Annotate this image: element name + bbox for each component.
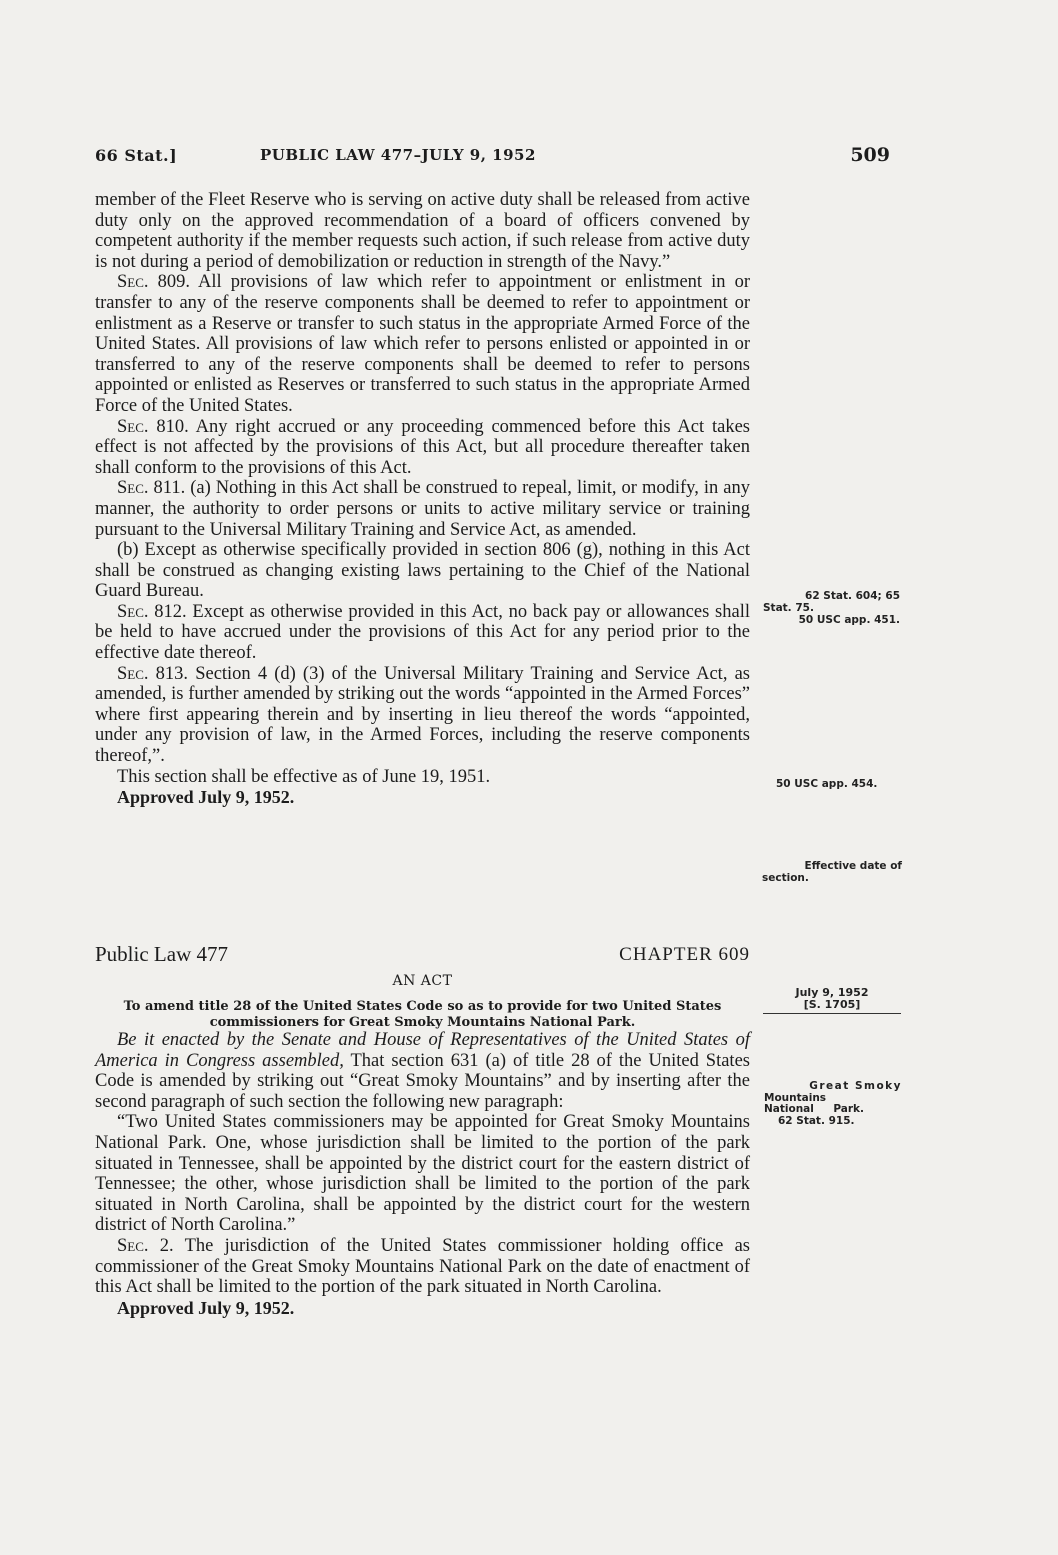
body-text-part2 [95,1030,750,1318]
margin-line: section. [762,872,809,884]
margin-line: 62 Stat. 915. [778,1114,855,1127]
section-label: Sec. 812. [117,601,187,622]
margin-note-citation-451 [763,590,900,626]
approved-date: Approved July 9, 1952. [117,787,295,808]
section-label: Sec. 811. [117,478,186,499]
section-811a [95,478,750,540]
effective-clause: This section shall be effective as of June 19, 1951. [117,766,491,787]
quoted-paragraph: “Two United States commissioners may be appointed for Great Smoky Mountains National Park. One, whose jurisdiction shall be limited to the portion of the park situated in Tennessee, shall be appointed by the district court for the eastern district of Tennessee; the other, whose jurisdiction shall be limited to the portion of the park situated in North Carolina, shall be appointed by the district court for the western district of North Carolina.” [95,1112,750,1236]
margin-line: 50 USC app. 451. [798,614,900,626]
page-header [95,146,890,172]
margin-line: [S. 1705] [763,999,901,1014]
margin-line: July 9, 1952 [795,986,869,999]
approved-date: Approved July 9, 1952. [117,1297,295,1318]
section-label: Sec. 810. [117,416,189,437]
margin-note-citation-454 [776,778,916,790]
section-813 [95,664,750,767]
law-heading [95,942,750,972]
page-number: 509 [850,144,890,166]
enacting-formula: Be it enacted by the Senate and House of Representatives of the United States of America in Congress assembled, [95,1030,750,1071]
act-description: To amend title 28 of the United States Code so as to provide for two United States commissioners for Great Smoky Mountains National Park. [123,999,722,1030]
section-812 [95,602,750,664]
section-text: All provisions of law which refer to appointment or enlistment in or transfer to any of the reserve components shall be deemed to refer to appointment or enlistment as a Reserve or transfer to such status in the appropriate Armed Force of the United States. All provisions of law which refer to persons enlisted or appointed in or transferred to any of the reserve components shall be deemed to refer to persons appointed or enlisted as Reserves or transferred to such status in the appropriate Armed Force of the United States. [95,272,750,416]
section-label: Sec. 813. [117,663,189,684]
margin-line: Effective date of [804,860,902,872]
enacting-clause [95,1030,750,1112]
section-text: (a) Nothing in this Act shall be construed to repeal, limit, or modify, in any manner, the authority to order persons or units to active military service or training pursuant to the Universal Military Training and Service Act, as amended. [95,478,750,540]
margin-note-effective-date [762,860,902,884]
margin-line: Stat. 75. [763,602,814,614]
margin-note-bill-date [763,987,901,1014]
chapter-number: CHAPTER 609 [619,944,750,965]
header-title: PUBLIC LAW 477–JULY 9, 1952 [260,146,536,164]
section-text: Except as otherwise provided in this Act, no back pay or allowances shall be held to have accrued under the provisions of this Act for any period prior to the effective date thereof. [95,601,750,664]
section-809 [95,272,750,416]
margin-line: Great Smoky [809,1080,902,1092]
section-810 [95,417,750,479]
header-volume: 66 Stat.] [95,146,178,165]
section-label: Sec. 2. [117,1235,174,1256]
section-label: Sec. 809. [117,272,190,293]
public-law-number: Public Law 477 [95,942,228,966]
section-text: The jurisdiction of the United States commissioner holding office as commissioner of the Great Smoky Mountains National Park on the date of enactment of this Act shall be limited to the portion of the park situated in North Carolina. [95,1235,750,1298]
margin-note-great-smoky [764,1081,902,1127]
body-text-part1 [95,190,750,808]
margin-line: 62 Stat. 604; 65 [805,590,900,602]
section-text: Any right accrued or any proceeding commenced before this Act takes effect is not affected by the provisions of this Act, but all procedure thereafter taken shall conform to the provisions of this Act. [95,416,751,478]
section-2 [95,1236,750,1298]
margin-line: 50 USC app. 454. [776,778,878,790]
paragraph-fleet-reserve: member of the Fleet Reserve who is serving on active duty shall be released from active duty only on the approved recommendation of a board of officers convened by competent authority if the member requests such action, if such release from active duty is not during a period of demobilization or reduction in strength of the Navy.” [95,190,750,272]
act-title: AN ACT [392,973,453,989]
enacting-text: That section 631 (a) of title 28 of the United States Code is amended by striking out “Great Smoky Mountains” and by inserting after the second paragraph of such section the following new paragraph: [95,1050,750,1112]
margin-line: Mountains National Park. [764,1091,864,1115]
section-811b: (b) Except as otherwise specifically provided in section 806 (g), nothing in this Act shall be construed as changing existing laws pertaining to the Chief of the National Guard Bureau. [95,540,750,602]
section-text: Section 4 (d) (3) of the Universal Military Training and Service Act, as amended, is further amended by striking out the words “appointed in the Armed Forces” where first appearing therein and by inserting in lieu thereof the words “appointed, under any provision of law, in the Armed Forces, including the reserve components thereof,”. [95,663,750,767]
